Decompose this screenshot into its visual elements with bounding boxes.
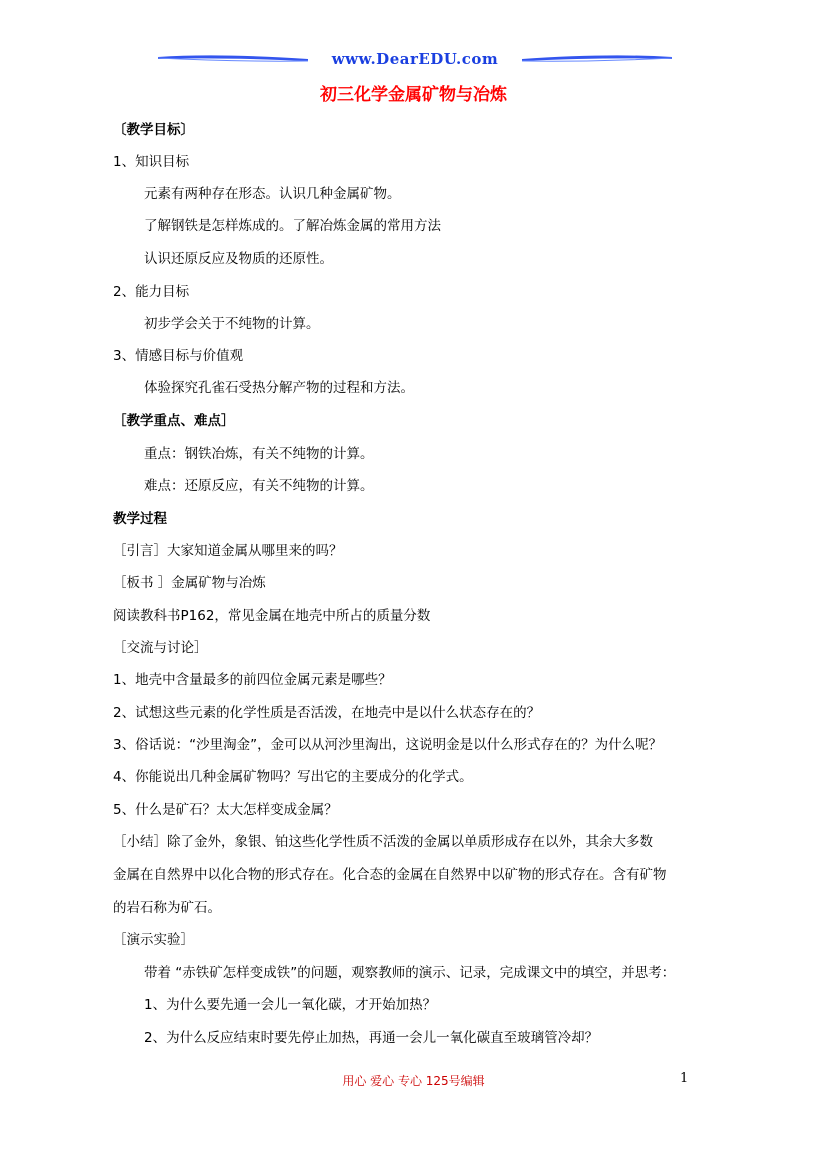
demo-intro: 带着 “赤铁矿怎样变成铁”的问题，观察教师的演示、记录，完成课文中的填空，并思考： (144, 965, 676, 981)
process-heading: 教学过程 (113, 511, 167, 527)
summary-line: 的岩石称为矿石。 (113, 900, 221, 916)
page-number: 1 (680, 1071, 689, 1086)
summary-line: ［小结］除了金外，象银、铂这些化学性质不活泼的金属以单质形成存在以外，其余大多数 (113, 834, 653, 850)
demo-heading: ［演示实验］ (113, 932, 194, 948)
question-item: 3、俗话说：“沙里淘金”，金可以从河沙里淘出，这说明金是以什么形式存在的？为什么呢？ (113, 737, 663, 753)
header-banner (158, 48, 672, 72)
keypoint-item: 重点：钢铁冶炼，有关不纯物的计算。 (144, 446, 374, 462)
goal-knowledge-item: 元素有两种存在形态。认识几种金属矿物。 (144, 186, 401, 202)
keypoint-item: 难点：还原反应，有关不纯物的计算。 (144, 478, 374, 494)
goal-ability: 2、能力目标 (113, 284, 190, 300)
goals-heading: 〔教学目标〕 (113, 122, 194, 138)
question-item: 4、你能说出几种金属矿物吗？写出它的主要成分的化学式。 (113, 769, 473, 785)
document-title: 初三化学金属矿物与冶炼 (320, 85, 507, 105)
intro-line: ［引言］大家知道金属从哪里来的吗？ (113, 543, 343, 559)
goal-knowledge-item: 了解钢铁是怎样炼成的。了解冶炼金属的常用方法 (144, 218, 441, 234)
goal-knowledge: 1、知识目标 (113, 154, 190, 170)
summary-line: 金属在自然界中以化合物的形式存在。化合态的金属在自然界中以矿物的形式存在。含有矿物 (113, 867, 667, 883)
demo-question: 2、为什么反应结束时要先停止加热，再通一会儿一氧化碳直至玻璃管冷却？ (144, 1030, 599, 1046)
question-item: 5、什么是矿石？太大怎样变成金属？ (113, 802, 338, 818)
keypoints-heading: ［教学重点、难点］ (113, 413, 235, 429)
footer-text: 用心 爱心 专心 125号编辑 (342, 1074, 485, 1088)
demo-question: 1、为什么要先通一会儿一氧化碳，才开始加热？ (144, 997, 437, 1013)
question-item: 1、地壳中含量最多的前四位金属元素是哪些？ (113, 672, 392, 688)
goal-ability-item: 初步学会关于不纯物的计算。 (144, 316, 320, 332)
goal-knowledge-item: 认识还原反应及物质的还原性。 (144, 251, 333, 267)
goal-emotion-item: 体验探究孔雀石受热分解产物的过程和方法。 (144, 380, 414, 396)
question-item: 2、试想这些元素的化学性质是否活泼，在地壳中是以什么状态存在的？ (113, 705, 541, 721)
goal-emotion: 3、情感目标与价值观 (113, 348, 244, 364)
site-url: www.DearEDU.com (331, 50, 499, 68)
board-line: ［板书 ］金属矿物与冶炼 (113, 575, 266, 591)
reading-line: 阅读教科书P162，常见金属在地壳中所占的质量分数 (113, 608, 431, 624)
discussion-heading: ［交流与讨论］ (113, 640, 208, 656)
